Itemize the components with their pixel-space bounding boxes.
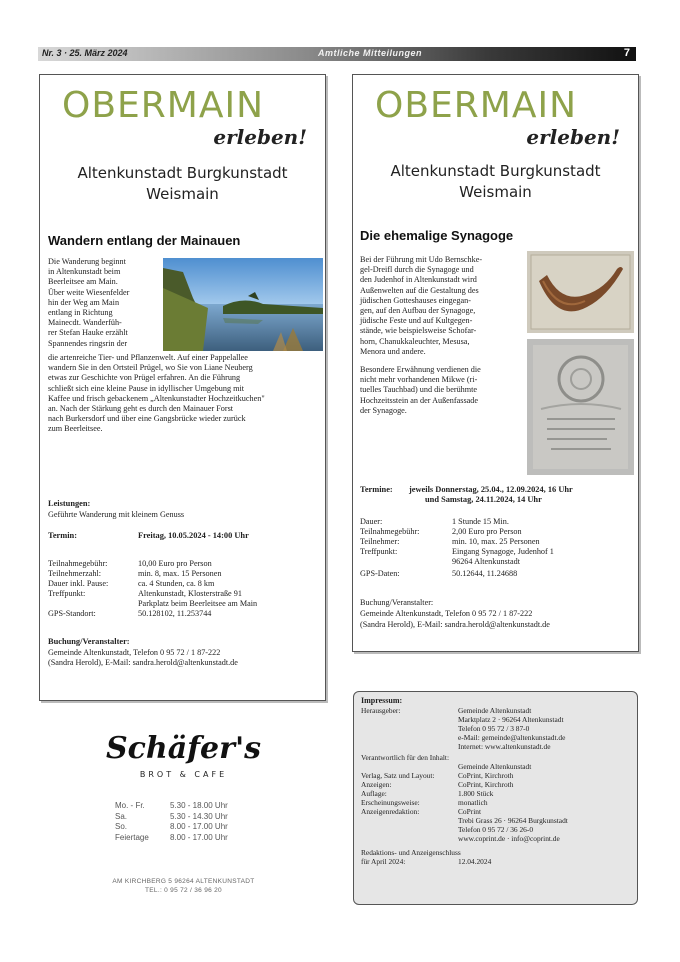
detail-value: 96264 Altenkunstadt [452, 557, 520, 566]
logo-sub: erleben! [213, 125, 307, 149]
schaefer-logo: Schäfer's [105, 731, 262, 766]
article-body-2: Besondere Erwähnung verdienen die nicht mehr vorhandenen Mikwe (ri- tuelles Tauchbad) und die berühmte Hochzeitsstein an der Außenfassade der Synagoge. [360, 365, 481, 415]
booking-label: Buchung/Veranstalter: [360, 598, 434, 607]
impressum-key: Verantwortlich für den Inhalt: [361, 753, 450, 762]
schaefer-ad [41, 713, 326, 900]
impressum-value: CoPrint, Kirchroth [458, 780, 514, 789]
termin-line-1: jeweils Donnerstag, 25.04., 12.09.2024, 16 Uhr [409, 485, 573, 494]
towns-line-2: Weismain [146, 185, 219, 203]
booking-line-1: Gemeinde Altenkunstadt, Telefon 0 95 72 / 1 87-222 [360, 609, 533, 618]
leistungen-label: Leistungen: [48, 499, 91, 508]
booking-line-1: Gemeinde Altenkunstadt, Telefon 0 95 72 / 1 87-222 [48, 648, 221, 657]
ad-address: AM KIRCHBERG 5 96264 ALTENKUNSTADT [112, 878, 255, 885]
towns-line-1: Altenkunstadt Burgkunstadt [77, 164, 288, 182]
impressum-value: Trebi Grass 26 · 96264 Burgkunstadt [458, 816, 568, 825]
deadline-label: Redaktions- und Anzeigenschluss [361, 848, 461, 857]
issue-label: Nr. 3 · 25. März 2024 [42, 48, 128, 58]
wandern-panel [39, 74, 326, 701]
detail-value: 1 Stunde 15 Min. [452, 517, 509, 526]
detail-value: min. 10, max. 25 Personen [452, 537, 540, 546]
deadline-key: für April 2024: [361, 857, 406, 866]
detail-key: Teilnehmerzahl: [48, 569, 102, 578]
towns-list [353, 161, 638, 203]
opening-hours: Mo. - Fr. 5.30 - 18.00 Uhr Sa. 5.30 - 14.30 Uhr So. 8.00 - 17.00 Uhr Feiertage 8.00 - 17.00 Uhr [115, 801, 228, 842]
obermain-logo [353, 81, 638, 151]
deadline-value: 12.04.2024 [458, 857, 492, 866]
page-number: 7 [623, 47, 630, 59]
mainauen-photo [163, 258, 323, 351]
ad-footer [41, 877, 326, 895]
detail-value: 50.12644, 11.24688 [452, 569, 518, 578]
impressum-value: Gemeinde Altenkunstadt [458, 706, 532, 715]
detail-key: Dauer: [360, 517, 383, 526]
detail-value: ca. 4 Stunden, ca. 8 km [138, 579, 215, 588]
impressum-value: Telefon 0 95 72 / 36 26-0 [458, 825, 534, 834]
impressum-value: Gemeinde Altenkunstadt [458, 762, 532, 771]
detail-key: Treffpunkt: [360, 547, 398, 556]
impressum-key: Verlag, Satz und Layout: [361, 771, 435, 780]
schaefer-subtitle: BROT & CAFE [139, 770, 228, 779]
impressum-value: e-Mail: gemeinde@altenkunstadt.de [458, 733, 566, 742]
article-body: Bei der Führung mit Udo Bernschke- gel-Dreifl durch die Synagoge und den Judenhof in Altenkunstadt wird Außenwelten auf die Gestaltung des jüdischen Gotteshauses eingegan- gen, auf den Aufbau der Synagoge, jüdische Feste und auf Kultgegen- stände, wie beispielsweise Schofar- horn, Chanukkaleuchter, Mesusa, Menora und andere. [360, 255, 483, 356]
impressum-value: Telefon 0 95 72 / 3 87-0 [458, 724, 530, 733]
towns-line-1: Altenkunstadt Burgkunstadt [390, 162, 601, 180]
detail-key: GPS-Standort: [48, 609, 96, 618]
detail-value: 50.128102, 11.253744 [138, 609, 212, 618]
impressum-value: monatlich [458, 798, 488, 807]
obermain-logo [40, 81, 325, 151]
schofar-photo [527, 251, 634, 333]
impressum-key: Anzeigen: [361, 780, 392, 789]
impressum-key: Auflage: [361, 789, 387, 798]
termin-label: Termin: [48, 531, 78, 540]
impressum-value: CoPrint, Kirchroth [458, 771, 514, 780]
section-label: Amtliche Mitteilungen [318, 48, 423, 58]
detail-key: Treffpunkt: [48, 589, 86, 598]
impressum-value: Marktplatz 2 · 96264 Altenkunstadt [458, 715, 564, 724]
detail-key: Dauer inkl. Pause: [48, 579, 109, 588]
impressum-title: Impressum: [361, 696, 403, 705]
termin-line-2: und Samstag, 24.11.2024, 14 Uhr [425, 495, 542, 504]
booking-line-2: (Sandra Herold), E-Mail: sandra.herold@altenkunstadt.de [360, 620, 550, 629]
detail-value: min. 8, max. 15 Personen [138, 569, 222, 578]
detail-value: Eingang Synagoge, Judenhof 1 [452, 547, 554, 556]
impressum-value: Internet: www.altenkunstadt.de [458, 742, 551, 751]
leistungen-text: Geführte Wanderung mit kleinem Genuss [48, 510, 185, 519]
detail-key: Teilnehmer: [360, 537, 400, 546]
termin-text: Freitag, 10.05.2024 - 14:00 Uhr [138, 531, 249, 540]
impressum-box [353, 691, 638, 905]
detail-value: 2,00 Euro pro Person [452, 527, 522, 536]
towns-list [40, 163, 325, 205]
page-header-bar [38, 47, 636, 61]
detail-key: GPS-Daten: [360, 569, 400, 578]
logo-sub: erleben! [526, 125, 620, 149]
impressum-value: www.coprint.de · info@coprint.de [458, 834, 560, 843]
towns-line-2: Weismain [459, 183, 532, 201]
booking-label: Buchung/Veranstalter: [48, 637, 130, 646]
synagoge-panel [352, 74, 639, 652]
logo-main: OBERMAIN [62, 85, 265, 126]
article-body: die artenreiche Tier- und Pflanzenwelt. Auf einer Pappelallee wandern Sie in den Ortsteil Prügel, wo Sie von Liane Neuberg etwas zur Geschichte von Prügel erfahren. An die Führung schließt sich eine kleine Pause in idyllischer Umgebung mit Kaffee und frisch gebackenem „Altenkunstadter Hochzeitkuchen" an. Nach der Stärkung geht es durch den Mainauer Forst nach Burkersdorf und über eine Gangsbrücke wieder zurück zum Beerleitsee. [48, 353, 265, 434]
detail-value: Parkplatz beim Beerleitsee am Main [138, 599, 258, 608]
impressum-key: Herausgeber: [361, 706, 401, 715]
article-title: Wandern entlang der Mainauen [48, 233, 241, 248]
impressum-value: CoPrint [458, 807, 481, 816]
impressum-key: Anzeigenredaktion: [361, 807, 420, 816]
detail-key: Teilnahmegebühr: [360, 527, 420, 536]
detail-key: Teilnahmegebühr: [48, 559, 108, 568]
termin-label: Termine: [360, 485, 393, 494]
logo-main: OBERMAIN [375, 85, 578, 126]
impressum-key: Erscheinungsweise: [361, 798, 420, 807]
hochzeitsstein-photo [527, 339, 634, 475]
article-intro: Die Wanderung beginnt in Altenkunstadt beim Beerleitsee am Main. Über weite Wiesenfelder hin der Weg am Main entlang in Richtung Mainecdt. Wanderfüh- rer Stefan Hauke erzählt Spannendes ringsrin der [48, 257, 130, 348]
article-title: Die ehemalige Synagoge [360, 228, 514, 243]
booking-line-2: (Sandra Herold), E-Mail: sandra.herold@altenkunstadt.de [48, 658, 238, 667]
ad-phone: TEL.: 0 95 72 / 36 96 20 [145, 887, 222, 894]
impressum-value: 1.800 Stück [458, 789, 494, 798]
detail-value: Altenkunstadt, Klosterstraße 91 [138, 589, 242, 598]
detail-value: 10,00 Euro pro Person [138, 559, 212, 568]
